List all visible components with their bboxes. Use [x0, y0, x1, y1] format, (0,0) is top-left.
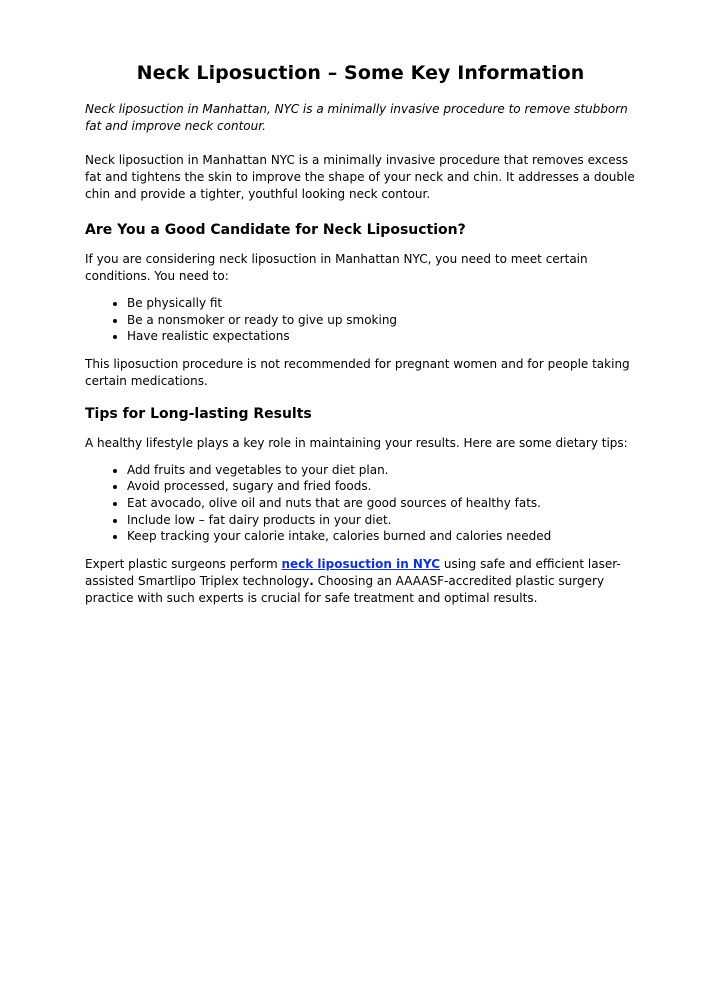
page-title: Neck Liposuction – Some Key Information	[136, 62, 585, 84]
document-page	[0, 60, 720, 991]
tips-lead: A healthy lifestyle plays a key role in maintaining your results. Here are some dietary tips:	[85, 435, 628, 450]
candidate-note: This liposuction procedure is not recommended for pregnant women and for people taking certain medications.	[85, 356, 630, 388]
list-item: • Eat avocado, olive oil and nuts that are good sources of healthy fats.	[127, 495, 636, 512]
closing-text-middle: using safe and efficient laser-assisted Smartlipo Triplex technology	[85, 556, 621, 588]
list-item: • Have realistic expectations	[127, 328, 636, 345]
list-item: • Be a nonsmoker or ready to give up smoking	[127, 312, 636, 329]
list-item: • Keep tracking your calorie intake, calories burned and calories needed	[127, 528, 636, 545]
list-item: • Add fruits and vegetables to your diet plan.	[127, 462, 636, 479]
candidate-list	[85, 295, 636, 345]
candidate-heading: Are You a Good Candidate for Neck Liposuction?	[85, 222, 466, 238]
list-item: • Avoid processed, sugary and fried foods.	[127, 478, 636, 495]
candidate-lead: If you are considering neck liposuction in Manhattan NYC, you need to meet certain conditions. You need to:	[85, 252, 588, 283]
closing-paragraph	[85, 556, 636, 607]
tips-heading: Tips for Long-lasting Results	[85, 405, 312, 422]
list-item: • Include low – fat dairy products in your diet.	[127, 512, 636, 529]
closing-text-end: Choosing an AAAASF-accredited plastic surgery practice with such experts is crucial for safe treatment and optimal results.	[85, 573, 605, 605]
neck-liposuction-link[interactable]: neck liposuction in NYC	[281, 556, 441, 571]
closing-period: .	[309, 573, 314, 588]
list-item: • Be physically fit	[127, 295, 636, 312]
closing-text-start: Expert plastic surgeons perform	[85, 556, 282, 571]
overview-paragraph: Neck liposuction in Manhattan NYC is a minimally invasive procedure that removes excess fat and tightens the skin to improve the shape of your neck and chin. It addresses a double chin and provide a tighter, youthful looking neck contour.	[85, 153, 635, 201]
intro-text: Neck liposuction in Manhattan, NYC is a minimally invasive procedure to remove stubborn fat and improve neck contour.	[85, 102, 628, 133]
tips-list	[85, 462, 636, 545]
